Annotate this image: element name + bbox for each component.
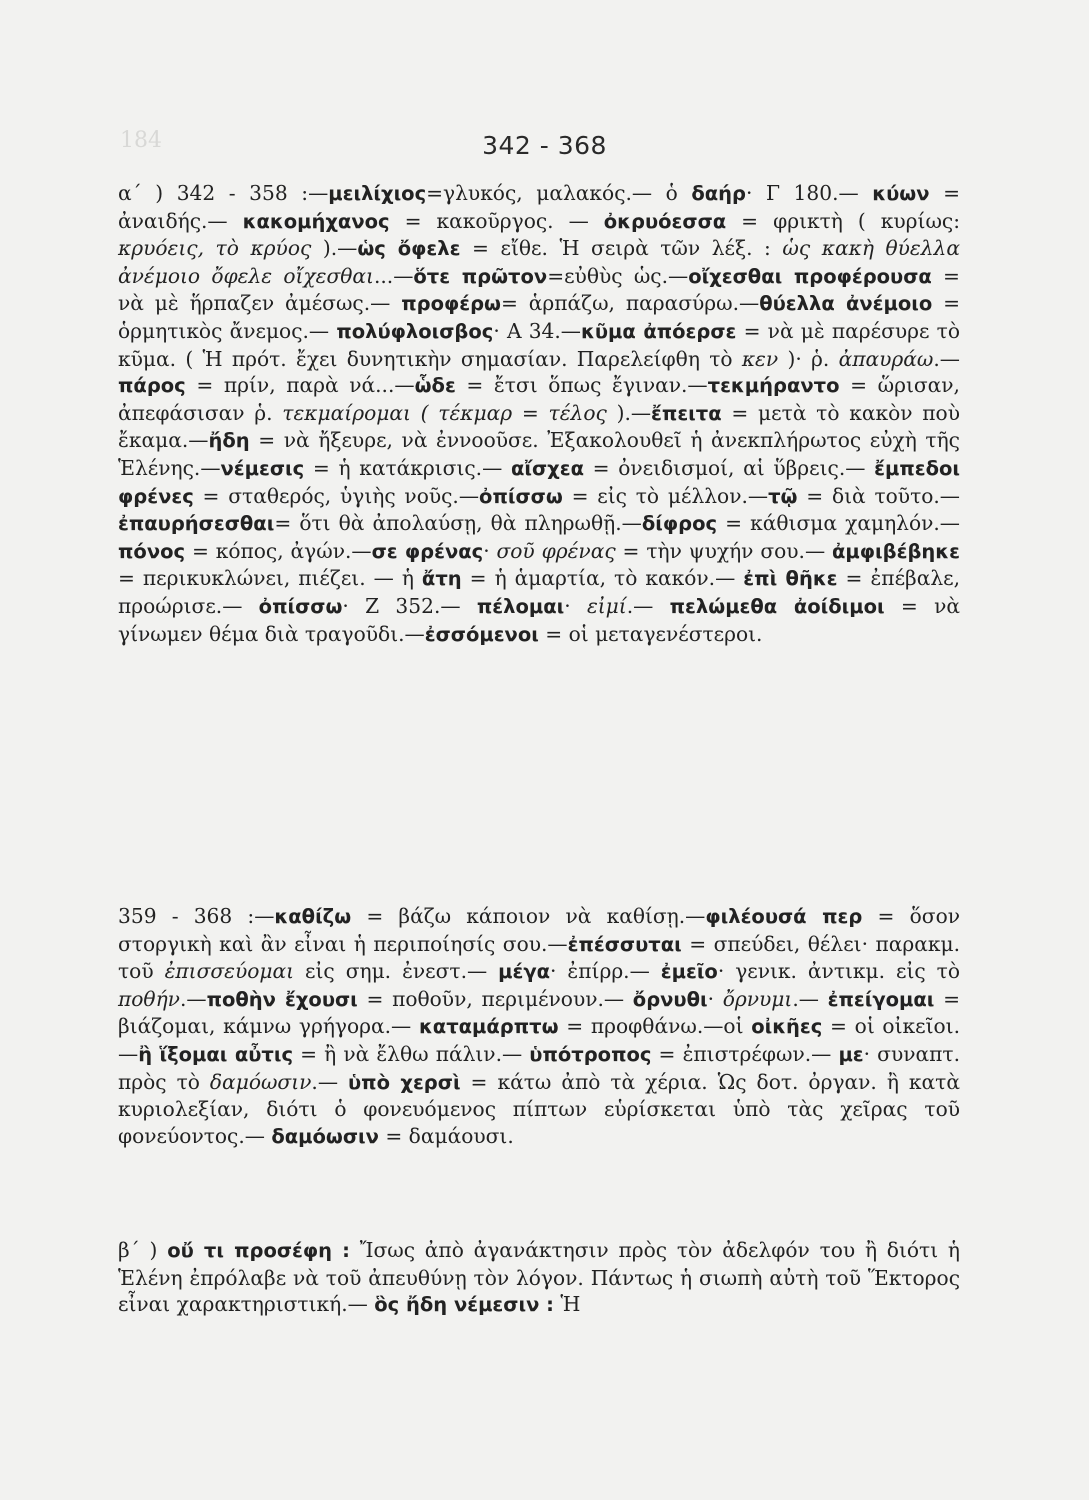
gloss-text: = κάτω ἀπὸ τὰ χέρια. Ὡς δοτ. ὀργαν. ἢ κατὰ κυριολεξίαν, διότι ὁ φονευόμενος πίπτων εὑρίσκεται ὑπὸ τὰς χεῖρας τοῦ φονεύοντος.— bbox=[118, 1069, 960, 1148]
gloss-text: =γλυκός, μαλακός.— ὁ bbox=[426, 181, 692, 205]
lemma-term: ὑπὸ χερσὶ bbox=[348, 1070, 461, 1094]
lemma-term: δίφρος bbox=[641, 512, 718, 536]
gloss-text: ).— bbox=[311, 236, 358, 261]
lemma-term: κῦμα ἀπόερσε bbox=[581, 319, 737, 343]
gloss-text: = ἔτσι ὅπως ἔγιναν.— bbox=[455, 373, 708, 398]
lemma-term: πέλομαι bbox=[476, 594, 565, 618]
lemma-term: ὧδε bbox=[414, 374, 456, 398]
gloss-text: = ὁρμητικὸς ἄνεμος.— bbox=[118, 291, 960, 343]
gloss-text: = περικυκλώνει, πιέζει. — ἡ bbox=[118, 566, 422, 591]
gloss-text: = ἐπιστρέφων.— bbox=[651, 1041, 839, 1066]
gloss-text: = οἱ μεταγενέστεροι. bbox=[538, 621, 763, 646]
gloss-text: = ἡ κατάκρισις.— bbox=[304, 455, 511, 480]
gloss-text: = σπεύδει, θέλει· παρακμ. τοῦ bbox=[118, 931, 961, 984]
gloss-text: )· ῥ. bbox=[778, 346, 839, 371]
italic-form: ὄρνυμι bbox=[722, 986, 793, 1011]
lemma-term: οὔ τι προσέφη : bbox=[167, 1239, 350, 1262]
italic-form: ἐπισσεύομαι bbox=[164, 959, 295, 984]
gloss-text: = βιάζομαι, κάμνω γρήγορα.— bbox=[118, 986, 960, 1039]
gloss-text: = κακοῦργος. — bbox=[389, 208, 604, 233]
gloss-text: = τὴν ψυχήν σου.— bbox=[615, 538, 833, 563]
gloss-text: = προφθάνω.—οἱ bbox=[558, 1014, 752, 1039]
gloss-text: Ἡ bbox=[553, 1292, 581, 1317]
gloss-text: 359 - 368 :— bbox=[118, 904, 275, 928]
gloss-text: = κάθισμα χαμηλόν.— bbox=[717, 511, 960, 536]
gloss-text: =εὐθὺς ὡς.— bbox=[547, 263, 689, 288]
gloss-text: β΄ ) bbox=[118, 1238, 168, 1262]
lemma-term: πολύφλοισβος bbox=[336, 319, 494, 343]
commentary-paragraph-1 bbox=[118, 180, 960, 648]
page-number: 184 bbox=[120, 128, 162, 153]
lemma-term: ὅτε πρῶτον bbox=[413, 264, 548, 288]
lemma-term: ἐμεῖο bbox=[660, 960, 718, 984]
gloss-text: .— bbox=[933, 346, 960, 371]
italic-form: ποθήν bbox=[118, 986, 180, 1011]
gloss-text: .— bbox=[179, 986, 207, 1011]
italic-form: κεν bbox=[741, 346, 779, 371]
lemma-term: ὀπίσσω bbox=[479, 484, 563, 508]
lemma-term: ἄτη bbox=[421, 567, 462, 591]
gloss-text: = ἢ νὰ ἔλθω πάλιν.— bbox=[293, 1041, 530, 1066]
lemma-term: πελώμεθα ἀοίδιμοι bbox=[669, 594, 885, 618]
italic-form: σοῦ φρένας bbox=[496, 538, 616, 563]
italic-form: δαμόωσιν bbox=[209, 1069, 312, 1094]
gloss-text: εἰς σημ. ἐνεστ.— bbox=[294, 959, 499, 984]
lemma-term: προφέρω bbox=[401, 292, 501, 316]
gloss-text: .— bbox=[626, 593, 670, 618]
italic-form: κρυόεις, τὸ κρύος bbox=[118, 236, 312, 261]
lemma-term: φιλέουσά περ bbox=[705, 905, 863, 928]
gloss-text: · Α 34.— bbox=[493, 318, 581, 343]
gloss-text: = ἀναιδής.— bbox=[118, 181, 960, 233]
page-heading: 342 - 368 bbox=[482, 131, 607, 160]
gloss-text: = ὀνειδισμοί, αἱ ὕβρεις.— bbox=[583, 455, 875, 480]
gloss-text: · Γ 180.— bbox=[746, 181, 873, 205]
gloss-text: = ἐπέβαλε, προώρισε.— bbox=[118, 566, 960, 618]
lemma-term: ἐπείγομαι bbox=[827, 987, 935, 1011]
gloss-text: = ὥρισαν, ἀπεφάσισαν ῥ. bbox=[118, 373, 960, 425]
commentary-paragraph-2 bbox=[118, 903, 960, 1150]
gloss-text: = εἴθε. Ἡ σειρὰ τῶν λέξ. : bbox=[460, 236, 783, 261]
lemma-term: τῷ bbox=[768, 484, 798, 508]
lemma-term: ἐπέσσυται bbox=[567, 932, 682, 956]
lemma-term: ἤδη bbox=[208, 429, 250, 453]
lemma-term: αἴσχεα bbox=[510, 456, 584, 480]
gloss-text: = ὅσον στοργικὴ καὶ ἂν εἶναι ἡ περιποίησίς σου.— bbox=[118, 904, 960, 956]
gloss-text: ...— bbox=[373, 263, 414, 288]
lemma-term: καθίζω bbox=[274, 905, 352, 928]
gloss-text: = βάζω κάποιον νὰ καθίσῃ.— bbox=[351, 904, 706, 928]
gloss-text: · bbox=[564, 593, 587, 618]
lemma-term: νέμεσις bbox=[220, 456, 305, 480]
gloss-text: = σταθερός, ὑγιὴς νοῦς.— bbox=[193, 483, 480, 508]
lemma-term: καταμάρπτω bbox=[418, 1015, 559, 1039]
gloss-text: ).— bbox=[606, 400, 652, 425]
lemma-term: ὃς ἤδη νέμεσιν : bbox=[374, 1293, 554, 1317]
lemma-term: πόνος bbox=[118, 539, 186, 563]
gloss-text: · bbox=[483, 538, 497, 563]
gloss-text: = νὰ μὲ παρέσυρε τὸ κῦμα. ( Ἡ πρότ. ἔχει δυνητικὴν σημασίαν. Παρελείφθη τὸ bbox=[118, 318, 961, 371]
gloss-text: · συναπτ. πρὸς τὸ bbox=[118, 1041, 960, 1094]
gloss-text: = μετὰ τὸ κακὸν ποὺ ἔκαμα.— bbox=[118, 400, 960, 453]
gloss-text: = ὅτι θὰ ἀπολαύσῃ, θὰ πληρωθῇ.— bbox=[274, 511, 642, 536]
lemma-term: ὡς ὄφελε bbox=[357, 237, 461, 261]
gloss-text: = δαμάουσι. bbox=[378, 1123, 514, 1148]
lemma-term: ἔμπεδοι φρένες bbox=[118, 456, 960, 508]
gloss-text: = νὰ ἤξευρε, νὰ ἐννοοῦσε. Ἐξακολουθεῖ ἡ ἀνεκπλήρωτος εὐχὴ τῆς Ἑλένης.— bbox=[118, 428, 960, 480]
gloss-text: = ποθοῦν, περιμένουν.— bbox=[357, 986, 633, 1011]
lemma-term: ἔπειτα bbox=[651, 401, 722, 425]
italic-form: τεκμαίρομαι ( τέκμαρ = τέλος bbox=[282, 400, 607, 425]
lemma-term: ὀκρυόεσσα bbox=[603, 209, 727, 233]
commentary-paragraph-3 bbox=[118, 1237, 960, 1319]
lemma-term: ὀπίσσω bbox=[258, 594, 343, 618]
lemma-term: πάρος bbox=[118, 374, 186, 398]
gloss-text: = ἁρπάζω, παρασύρω.— bbox=[500, 291, 760, 316]
gloss-text: · bbox=[707, 986, 723, 1011]
italic-form: ὡς κακὴ θύελλα ἀνέμοιο ὄφελε οἴχεσθαι bbox=[118, 236, 960, 288]
lemma-term: ἐσσόμενοι bbox=[424, 622, 539, 646]
gloss-text: · γενικ. ἀντικμ. εἰς τὸ bbox=[717, 959, 960, 984]
gloss-text: .— bbox=[792, 986, 828, 1011]
lemma-term: θύελλα ἀνέμοιο bbox=[759, 292, 933, 316]
italic-form: ἀπαυράω bbox=[838, 346, 934, 371]
lemma-term: οἴχεσθαι προφέρουσα bbox=[688, 264, 932, 288]
lemma-term: ὑπότροπος bbox=[529, 1042, 652, 1066]
gloss-text: Ἴσως ἀπὸ ἀγανάκτησιν πρὸς τὸν ἀδελφόν του ἢ διότι ἡ Ἑλένη ἐπρόλαβε νὰ τοῦ ἀπευθύνῃ τὸν λόγον. Πάντως ἡ σιωπὴ αὐτὴ τοῦ Ἕκτορος εἶναι χαρακτηριστική.— bbox=[118, 1238, 960, 1317]
lemma-term: ἢ ἵξομαι αὖτις bbox=[138, 1042, 294, 1066]
lemma-term: ἀμφιβέβηκε bbox=[832, 539, 960, 563]
gloss-text: · ἐπίρρ.— bbox=[550, 959, 661, 984]
lemma-term: ποθὴν ἔχουσι bbox=[206, 987, 358, 1011]
lemma-term: δαήρ bbox=[691, 182, 747, 205]
lemma-term: ἐπὶ θῆκε bbox=[743, 567, 838, 591]
gloss-text: = κόπος, ἀγών.— bbox=[185, 538, 372, 563]
lemma-term: σε φρένας bbox=[371, 539, 484, 563]
italic-form: εἰμί bbox=[586, 593, 627, 618]
gloss-text: = διὰ τοῦτο.— bbox=[797, 483, 960, 508]
lemma-term: οἰκῆες bbox=[751, 1015, 823, 1039]
lemma-term: ἐπαυρήσεσθαι bbox=[118, 512, 275, 536]
gloss-text: = νὰ μὲ ἥρπαζεν ἀμέσως.— bbox=[118, 263, 960, 316]
gloss-text: = εἰς τὸ μέλλον.— bbox=[562, 483, 769, 508]
gloss-text: · Ζ 352.— bbox=[342, 593, 477, 618]
gloss-text: = πρίν, παρὰ νά...— bbox=[185, 373, 415, 398]
gloss-text: α΄ ) 342 - 358 :— bbox=[118, 181, 329, 205]
lemma-term: κακομήχανος bbox=[242, 209, 390, 233]
lemma-term: μειλίχιος bbox=[328, 182, 427, 205]
gloss-text: .— bbox=[311, 1069, 349, 1094]
lemma-term: με bbox=[838, 1042, 864, 1066]
lemma-term: μέγα bbox=[498, 960, 551, 984]
gloss-text: = νὰ γίνωμεν θέμα διὰ τραγοῦδι.— bbox=[118, 593, 960, 646]
gloss-text: = φρικτὴ ( κυρίως: bbox=[726, 208, 961, 233]
gloss-text: = οἱ οἰκεῖοι.— bbox=[118, 1014, 960, 1066]
lemma-term: τεκμήραντο bbox=[707, 374, 840, 398]
lemma-term: ὄρνυθι bbox=[632, 987, 708, 1011]
lemma-term: κύων bbox=[872, 182, 930, 205]
gloss-text: = ἡ ἁμαρτία, τὸ κακόν.— bbox=[461, 566, 744, 591]
lemma-term: δαμόωσιν bbox=[271, 1124, 379, 1148]
